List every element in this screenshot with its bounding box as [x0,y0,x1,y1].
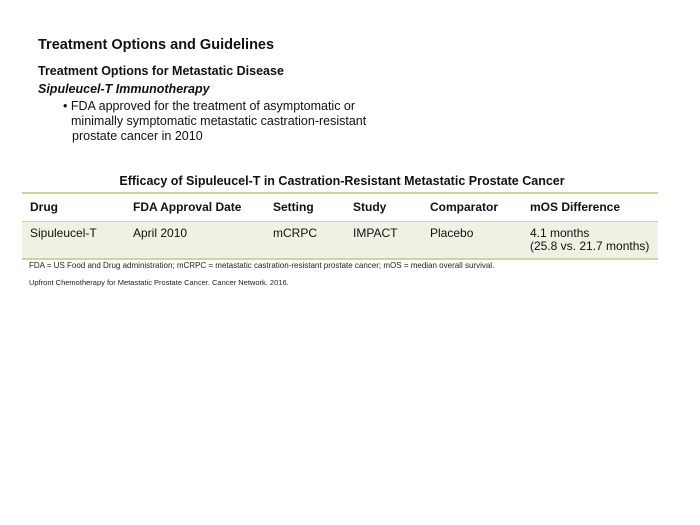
table-caption: Efficacy of Sipuleucel-T in Castration-Resistant Metastatic Prostate Cancer [119,174,565,188]
table-header-row [22,193,658,222]
bullet-line-2: minimally symptomatic metastatic castration-resistant [71,114,367,128]
bullet-marker: • [63,99,68,113]
subheading: Sipuleucel-T Immunotherapy [38,82,210,96]
bullet-block [63,99,393,144]
bullet-line-1 [63,99,393,114]
bullet-text-1: FDA approved for the treatment of asymptomatic or [70,99,356,113]
cell-comparator: Placebo [422,222,522,260]
header-comparator: Comparator [422,193,522,222]
mos-difference-detail: (25.8 vs. 21.7 months) [530,239,650,253]
footnote: FDA = US Food and Drug administration; mCRPC = metastatic castration-resistant prostate cancer; mOS = median overall survival. [29,261,495,270]
header-mos-difference: mOS Difference [522,193,658,222]
source-citation: Upfront Chemotherapy for Metastatic Prostate Cancer. Cancer Network. 2016. [29,278,289,287]
header-study: Study [345,193,422,222]
cell-setting: mCRPC [265,222,345,260]
mos-difference-value: 4.1 months [530,226,590,240]
cell-approval-date: April 2010 [125,222,265,260]
table-row [22,222,658,260]
bullet-line-3: prostate cancer in 2010 [72,129,203,143]
cell-study: IMPACT [345,222,422,260]
header-drug: Drug [22,193,125,222]
efficacy-table [22,192,658,260]
cell-mos-difference [522,222,658,260]
header-setting: Setting [265,193,345,222]
slide-title: Treatment Options and Guidelines [38,37,275,53]
header-approval-date: FDA Approval Date [125,193,265,222]
cell-drug: Sipuleucel-T [22,222,125,260]
section-heading: Treatment Options for Metastatic Disease [38,64,284,78]
